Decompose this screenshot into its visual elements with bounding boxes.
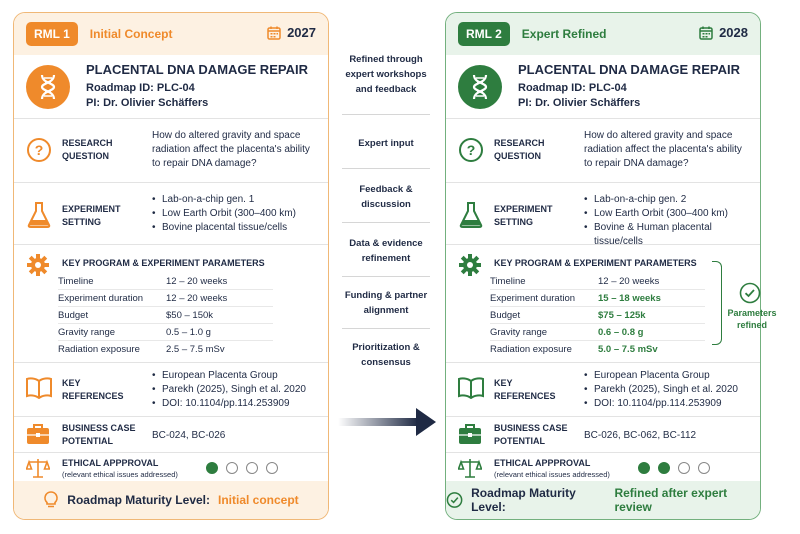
year-label: 2028 [699, 25, 748, 40]
row-label: KEY REFERENCES [494, 378, 556, 401]
refined-bracket [712, 261, 722, 345]
references-row [446, 363, 760, 417]
research-question-row [14, 119, 328, 183]
process-step: Feedback & discussion [359, 184, 413, 210]
arrow-right-icon [338, 404, 438, 440]
progress-dot [266, 462, 278, 474]
row-label: EXPERIMENT SETTING [62, 204, 121, 227]
dna-icon [26, 65, 70, 109]
scales-icon [26, 457, 50, 479]
stage-label: Initial Concept [89, 27, 173, 41]
roadmap-id: Roadmap ID: PLC-04 [518, 82, 627, 94]
table-row: Timeline 12 – 20 weeks [490, 273, 705, 290]
svg-text:?: ? [34, 142, 44, 158]
calendar-icon [267, 26, 281, 40]
parameters-heading: KEY PROGRAM & EXPERIMENT PARAMETERS [494, 258, 697, 268]
table-row: Gravity range 0.6 – 0.8 g [490, 324, 705, 341]
list-item: • DOI: 10.1104/pp.114.253909 [152, 397, 322, 411]
parameters-refined-note: Parameters refined [727, 308, 777, 330]
principal-investigator: PI: Dr. Olivier Schäffers [518, 97, 641, 109]
divider [342, 276, 430, 277]
book-icon [26, 377, 52, 399]
list-item: • DOI: 10.1104/pp.114.253909 [584, 397, 754, 411]
rml-badge: RML 1 [26, 22, 78, 46]
flask-icon [26, 201, 52, 229]
flask-icon [458, 201, 484, 229]
maturity-footer [14, 481, 328, 519]
roadmap-id: Roadmap ID: PLC-04 [86, 82, 195, 94]
ethical-approval-row [446, 453, 760, 483]
maturity-value: Initial concept [218, 493, 299, 507]
project-title: PLACENTAL DNA DAMAGE REPAIR [86, 62, 308, 77]
process-step: Data & evidence refinement [349, 238, 423, 264]
scales-icon [458, 457, 482, 479]
list-item: • European Placenta Group [152, 369, 322, 383]
process-step: Funding & partner alignment [344, 290, 428, 316]
check-circle-icon [446, 491, 463, 509]
progress-dot [658, 462, 670, 474]
experiment-setting-list [584, 193, 756, 249]
list-item: • Parekh (2025), Singh et al. 2020 [584, 383, 754, 397]
lightbulb-icon [43, 491, 59, 509]
list-item: • Bovine & Human placental tissue/cells [584, 221, 756, 249]
calendar-icon [699, 26, 713, 40]
ethical-progress-dots [638, 462, 710, 474]
progress-dot [206, 462, 218, 474]
references-list [152, 369, 322, 411]
rml-badge: RML 2 [458, 22, 510, 46]
list-item: • Low Earth Orbit (300–400 km) [152, 207, 322, 221]
year-label: 2027 [267, 25, 316, 40]
row-label: KEY REFERENCES [62, 378, 124, 401]
card-initial-concept [13, 12, 329, 520]
list-item: • European Placenta Group [584, 369, 754, 383]
dna-icon [458, 65, 502, 109]
references-list [584, 369, 754, 411]
research-question-text: How do altered gravity and space radiation affect the placenta's ability to repair DNA damage? [152, 130, 310, 169]
experiment-setting-row [14, 183, 328, 245]
maturity-value: Refined after expert review [614, 486, 728, 514]
ethical-subtitle: (relevant ethical issues addressed) [62, 470, 178, 479]
list-item: • Low Earth Orbit (300–400 km) [584, 207, 756, 221]
row-label: ETHICAL APPPROVAL [494, 458, 591, 468]
progress-dot [638, 462, 650, 474]
progress-dot [678, 462, 690, 474]
list-item: • Bovine placental tissue/cells [152, 221, 322, 235]
card-header [14, 13, 328, 55]
ethical-progress-dots [206, 462, 278, 474]
table-row: Budget $50 – 150k [58, 307, 273, 324]
process-step: Refined through expert workshops and feedback [345, 54, 427, 95]
experiment-setting-list [152, 193, 322, 235]
parameters-heading: KEY PROGRAM & EXPERIMENT PARAMETERS [62, 258, 265, 268]
divider [342, 114, 430, 115]
references-row [14, 363, 328, 417]
ethical-approval-row [14, 453, 328, 483]
book-icon [458, 377, 484, 399]
progress-dot [226, 462, 238, 474]
list-item: • Parekh (2025), Singh et al. 2020 [152, 383, 322, 397]
principal-investigator: PI: Dr. Olivier Schäffers [86, 97, 209, 109]
parameters-table [58, 273, 273, 358]
business-case-value: BC-024, BC-026 [152, 430, 226, 441]
table-row: Timeline 12 – 20 weeks [58, 273, 273, 290]
row-label: EXPERIMENT SETTING [494, 204, 553, 227]
table-row: Experiment duration 12 – 20 weeks [58, 290, 273, 307]
row-label: BUSINESS CASE POTENTIAL [494, 423, 568, 446]
gear-icon [458, 253, 482, 277]
progress-dot [698, 462, 710, 474]
maturity-label: Roadmap Maturity Level: [67, 493, 210, 507]
project-title-block [446, 55, 760, 119]
divider [342, 168, 430, 169]
research-question-text: How do altered gravity and space radiation affect the placenta's ability to repair DNA damage? [584, 130, 742, 169]
ethical-subtitle: (relevant ethical issues addressed) [494, 470, 610, 479]
maturity-label: Roadmap Maturity Level: [471, 486, 576, 514]
table-row: Budget $75 – 125k [490, 307, 705, 324]
row-label: ETHICAL APPPROVAL [62, 458, 159, 468]
gear-icon [26, 253, 50, 277]
question-icon [26, 137, 52, 163]
business-case-row [14, 417, 328, 453]
parameters-table [490, 273, 705, 358]
process-step: Expert input [358, 138, 414, 149]
parameters-row [14, 245, 328, 363]
table-row: Radiation exposure 2.5 – 7.5 mSv [58, 344, 225, 355]
research-question-row [446, 119, 760, 183]
process-step: Prioritization & consensus [352, 342, 420, 368]
stage-label: Expert Refined [521, 27, 607, 41]
progress-dot [246, 462, 258, 474]
project-title-block [14, 55, 328, 119]
svg-text:?: ? [466, 142, 476, 158]
list-item: • Lab-on-a-chip gen. 2 [584, 193, 756, 207]
question-icon [458, 137, 484, 163]
card-header [446, 13, 760, 55]
business-case-value: BC-026, BC-062, BC-112 [584, 430, 697, 441]
maturity-footer [446, 481, 760, 519]
row-label: RESEARCH QUESTION [62, 138, 113, 161]
briefcase-icon [458, 423, 482, 445]
divider [342, 328, 430, 329]
list-item: • Lab-on-a-chip gen. 1 [152, 193, 322, 207]
briefcase-icon [26, 423, 50, 445]
check-circle-icon [739, 282, 761, 304]
row-label: RESEARCH QUESTION [494, 138, 545, 161]
business-case-row [446, 417, 760, 453]
row-label: BUSINESS CASE POTENTIAL [62, 423, 136, 446]
table-row: Experiment duration 15 – 18 weeks [490, 290, 705, 307]
project-title: PLACENTAL DNA DAMAGE REPAIR [518, 62, 740, 77]
table-row: Gravity range 0.5 – 1.0 g [58, 324, 273, 341]
divider [342, 222, 430, 223]
experiment-setting-row [446, 183, 760, 245]
table-row: Radiation exposure 5.0 – 7.5 mSv [490, 344, 658, 355]
